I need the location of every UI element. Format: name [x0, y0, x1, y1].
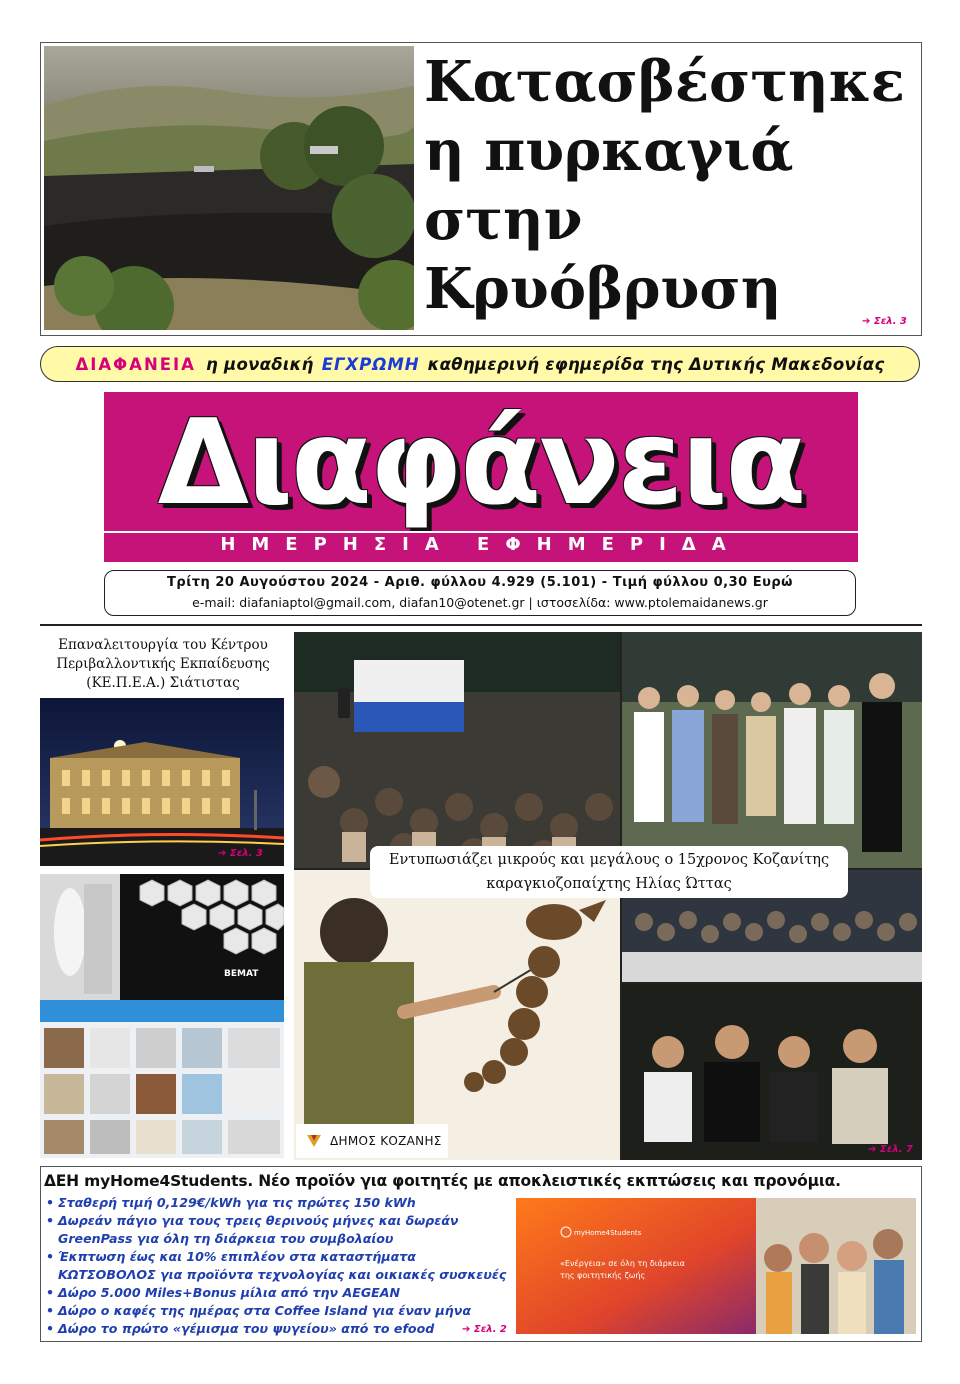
benefit-item: • Δώρο το πρώτο «γέμισμα του ψυγείου» από το efood [46, 1321, 435, 1336]
benefit-item: • Δωρεάν πάγιο για τους τρεις θερινούς μήνες και δωρεάν [46, 1213, 459, 1228]
tagline-highlight: ΕΓΧΡΩΜΗ [321, 354, 420, 374]
kepea-headline-line: Επαναλειτουργία του Κέντρου [58, 637, 268, 653]
headline-line: η πυρκαγιά [424, 118, 794, 184]
kepea-headline [40, 636, 286, 693]
tagline-text: καθημερινή εφημερίδα της Δυτικής Μακεδονίας [427, 354, 885, 374]
benefit-item: • Σταθερή τιμή 0,129€/kWh για τις πρώτες 150 kWh [46, 1195, 416, 1210]
caption-line: Εντυπωσιάζει μικρούς και μεγάλους ο 15χρονος Κοζανίτης [388, 852, 830, 868]
caption-line: καραγκιοζοπαίχτης Ηλίας Ώττας [486, 876, 732, 892]
benefit-item: • Έκπτωση έως και 10% επιπλέον στα καταστήματα [46, 1249, 416, 1264]
tiles-advertisement [40, 874, 284, 1158]
issue-date-line: Τρίτη 20 Αυγούστου 2024 - Αριθ. φύλλου 4.929 (5.101) - Τιμή φύλλου 0,30 Ευρώ [167, 575, 793, 590]
municipality-logo [296, 1124, 448, 1158]
arrow-right-icon: ➔ [868, 1144, 877, 1155]
tagline-banner [40, 346, 920, 382]
benefit-item-continued: GreenPass για όλη τη διάρκεια του συμβολαίου [58, 1231, 394, 1246]
benefit-item: • Δώρο 5.000 Miles+Bonus μίλια από την AEGEAN [46, 1285, 401, 1300]
masthead [104, 392, 858, 562]
main-headline [424, 48, 918, 326]
kepea-headline-line: (ΚΕ.Π.Ε.Α.) Σιάτιστας [86, 675, 240, 691]
dei-benefits-list [46, 1194, 516, 1338]
headline-line: Κατασβέστηκε [424, 49, 905, 115]
municipality-emblem-icon [304, 1131, 324, 1151]
tagline-brand: ΔΙΑΦΑΝΕΙΑ [75, 354, 196, 374]
benefit-item: • Δώρο ο καφές της ημέρας στα Coffee Island για έναν μήνα [46, 1303, 471, 1318]
page-reference: ➔ Σελ. 3 [218, 848, 263, 859]
arrow-right-icon: ➔ [218, 848, 227, 859]
municipality-name: ΔΗΜΟΣ ΚΟΖΑΝΗΣ [330, 1134, 442, 1148]
tiles-brand-label: BEMAT [224, 969, 259, 979]
kepea-headline-line: Περιβαλλοντικής Εκπαίδευσης [56, 656, 270, 672]
arrow-right-icon: ➔ [862, 316, 871, 327]
headline-line: στην [424, 187, 583, 253]
dei-banner-image [516, 1198, 916, 1334]
masthead-title: Διαφάνεια [157, 393, 805, 531]
wildfire-photo [44, 46, 414, 330]
headline-line: Κρυόβρυση [424, 256, 782, 322]
tagline-text: η μοναδική [205, 354, 314, 374]
banner-brand: myHome4Students [574, 1229, 642, 1237]
divider [40, 624, 922, 626]
kepea-building-photo [40, 698, 284, 866]
karagiozis-caption [370, 846, 848, 898]
benefit-item-continued: ΚΩΤΣΟΒΟΛΟΣ για προϊόντα τεχνολογίας και οικιακές συσκευές [58, 1267, 507, 1282]
arrow-right-icon: ➔ [462, 1324, 471, 1335]
masthead-subtitle: ΗΜΕΡΗΣΙΑ ΕΦΗΜΕΡΙΔΑ [104, 531, 858, 555]
page-reference: ➔ Σελ. 3 [862, 316, 907, 327]
issue-info [104, 570, 856, 616]
page-reference: ➔ Σελ. 2 [462, 1324, 507, 1335]
banner-line: της φοιτητικής ζωής [560, 1271, 646, 1280]
dei-ad-title: ΔΕΗ myHome4Students. Νέο προϊόν για φοιτητές με αποκλειστικές εκπτώσεις και προνόμια. [44, 1172, 841, 1190]
issue-contact-line: e-mail: diafaniaptol@gmail.com, diafan10@otenet.gr | ιστοσελίδα: www.ptolemaidanews.gr [192, 595, 768, 610]
page-reference: ➔ Σελ. 7 [868, 1144, 913, 1155]
banner-line: «Ενέργεια» σε όλη τη διάρκεια [560, 1259, 685, 1268]
